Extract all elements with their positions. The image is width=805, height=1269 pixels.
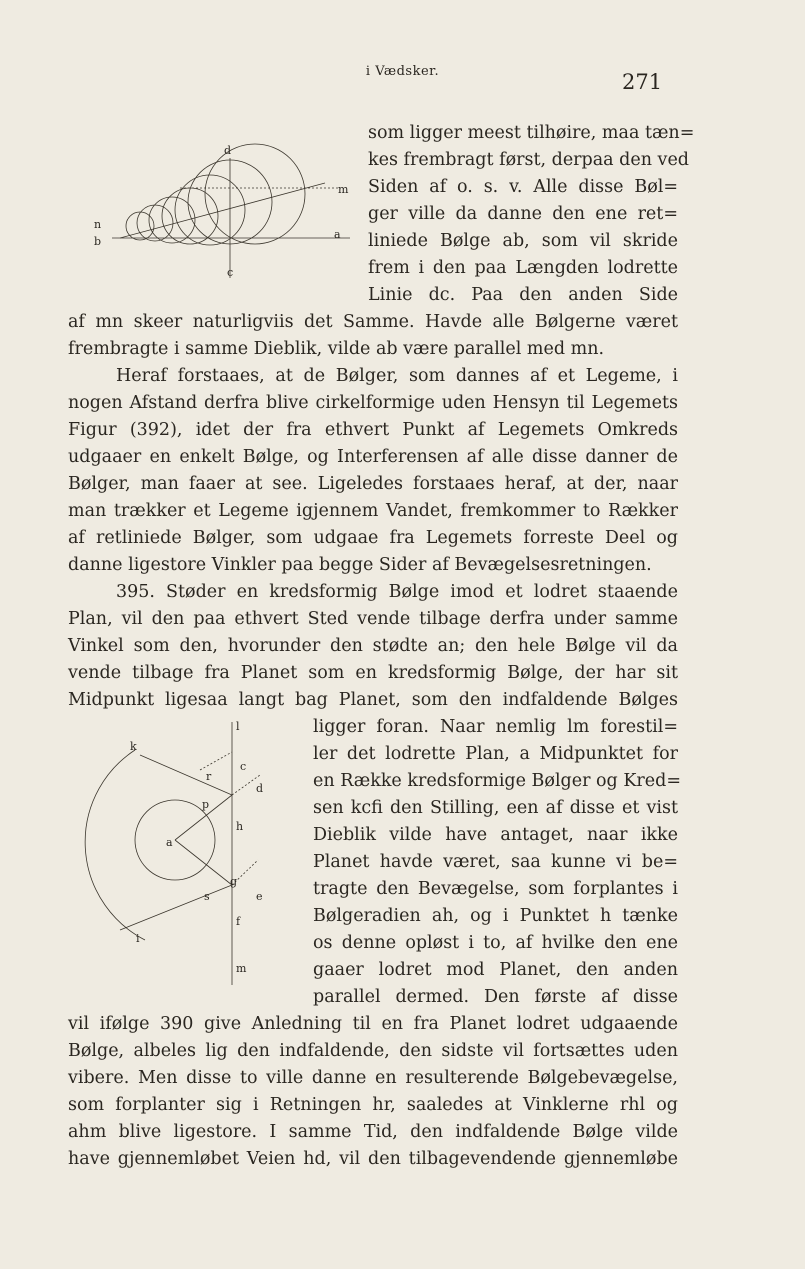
fig2-label-k: k bbox=[130, 740, 137, 753]
text-line: frem i den paa Længden lodrette bbox=[368, 258, 678, 278]
fig1-label-b: b bbox=[94, 235, 102, 248]
text-line: vil ifølge 390 give Anledning til en fra Planet lodret udgaaende bbox=[68, 1014, 678, 1034]
fig2-label-f: f bbox=[236, 915, 241, 928]
text-line: Siden af o. s. v. Alle disse Bøl= bbox=[368, 177, 678, 197]
text-line: os denne opløst i to, af hvilke den ene bbox=[313, 933, 678, 953]
text-line: som ligger meest tilhøire, maa tæn= bbox=[368, 123, 695, 143]
text-line: kes frembragt først, derpaa den ved bbox=[368, 150, 690, 170]
text-line: Dieblik vilde have antaget, naar ikke bbox=[313, 825, 678, 845]
text-line: frembragte i samme Dieblik, vilde ab være parallel med mn. bbox=[68, 339, 605, 359]
text-line: danne ligestore Vinkler paa begge Sider af Bevægelsesretningen. bbox=[68, 555, 652, 575]
text-line: Bølgeradien ah, og i Punktet h tænke bbox=[313, 906, 678, 926]
fig2-label-e: e bbox=[256, 890, 263, 903]
text-line: man trækker et Legeme igjennem Vandet, fremkommer to Rækker bbox=[68, 501, 678, 521]
fig1-label-d: d bbox=[224, 144, 232, 157]
text-line: ligger foran. Naar nemlig lm forestil= bbox=[313, 717, 678, 737]
fig2-label-d: d bbox=[256, 782, 264, 795]
text-line: Vinkel som den, hvorunder den stødte an; den hele Bølge vil da bbox=[68, 636, 678, 656]
text-line: vibere. Men disse to ville danne en resulterende Bølgebevægelse, bbox=[68, 1068, 678, 1088]
fig2-label-a: a bbox=[166, 836, 173, 849]
fig2-label-i: i bbox=[136, 932, 140, 945]
text-line: vende tilbage fra Planet som en kredsformig Bølge, der har sit bbox=[68, 663, 678, 683]
page-number: 271 bbox=[622, 70, 663, 94]
text-line: sen kcfi den Stilling, een af disse et vist bbox=[313, 798, 678, 818]
fig1-label-m: m bbox=[338, 183, 349, 196]
text-line: Linie dc. Paa den anden Side bbox=[368, 285, 678, 305]
text-line: Bølger, man faaer at see. Ligeledes forstaaes heraf, at der, naar bbox=[68, 474, 678, 494]
fig2-label-g: g bbox=[230, 875, 238, 888]
fig2-label-r: r bbox=[206, 770, 212, 783]
text-line: Bølge, albeles lig den indfaldende, den sidste vil fortsættes uden bbox=[68, 1041, 678, 1061]
text-line: Planet havde været, saa kunne vi be= bbox=[313, 852, 678, 872]
text-line: af mn skeer naturligviis det Samme. Havde alle Bølgerne været bbox=[68, 312, 678, 332]
fig2-label-c: c bbox=[240, 760, 247, 773]
fig2-label-h: h bbox=[236, 820, 244, 833]
fig1-label-a: a bbox=[334, 228, 341, 241]
text-line: 395. Støder en kredsformig Bølge imod et lodret staaende bbox=[116, 582, 678, 602]
fig2-label-m: m bbox=[236, 962, 247, 975]
text-line: Heraf forstaaes, at de Bølger, som dannes af et Legeme, i bbox=[116, 366, 678, 386]
text-line: Figur (392), idet der fra ethvert Punkt af Legemets Omkreds bbox=[68, 420, 678, 440]
fig1-label-c: c bbox=[227, 266, 234, 279]
text-line: nogen Afstand derfra blive cirkelformige uden Hensyn til Legemets bbox=[68, 393, 678, 413]
text-line: en Række kredsformige Bølger og Kred= bbox=[313, 771, 681, 791]
text-line: af retliniede Bølger, som udgaae fra Legemets forreste Deel og bbox=[68, 528, 678, 548]
text-line: tragte den Bevægelse, som forplantes i bbox=[313, 879, 678, 899]
text-line: gaaer lodret mod Planet, den anden bbox=[313, 960, 678, 980]
text-line: liniede Bølge ab, som vil skride bbox=[368, 231, 678, 251]
text-line: ahm blive ligestore. I samme Tid, den indfaldende Bølge vilde bbox=[68, 1122, 678, 1142]
wave-figure-1 bbox=[80, 128, 360, 288]
text-line: Plan, vil den paa ethvert Sted vende tilbage derfra under samme bbox=[68, 609, 678, 629]
fig2-label-s: s bbox=[204, 890, 210, 903]
text-line: have gjennemløbet Veien hd, vil den tilbagevendende gjennemløbe bbox=[68, 1149, 678, 1169]
text-line: ger ville da danne den ene ret= bbox=[368, 204, 678, 224]
wave-figure-2 bbox=[80, 710, 310, 990]
fig1-label-n: n bbox=[94, 218, 102, 231]
running-head: i Vædsker. bbox=[365, 64, 440, 79]
fig2-label-p: p bbox=[202, 798, 210, 811]
text-line: udgaaer en enkelt Bølge, og Interferensen af alle disse danner de bbox=[68, 447, 678, 467]
text-line: Midpunkt ligesaa langt bag Planet, som den indfaldende Bølges bbox=[68, 690, 678, 710]
fig2-label-l: l bbox=[236, 720, 240, 733]
text-line: som forplanter sig i Retningen hr, saaledes at Vinklerne rhl og bbox=[68, 1095, 678, 1115]
text-line: ler det lodrette Plan, a Midpunktet for bbox=[313, 744, 678, 764]
text-line: parallel dermed. Den første af disse bbox=[313, 987, 678, 1007]
